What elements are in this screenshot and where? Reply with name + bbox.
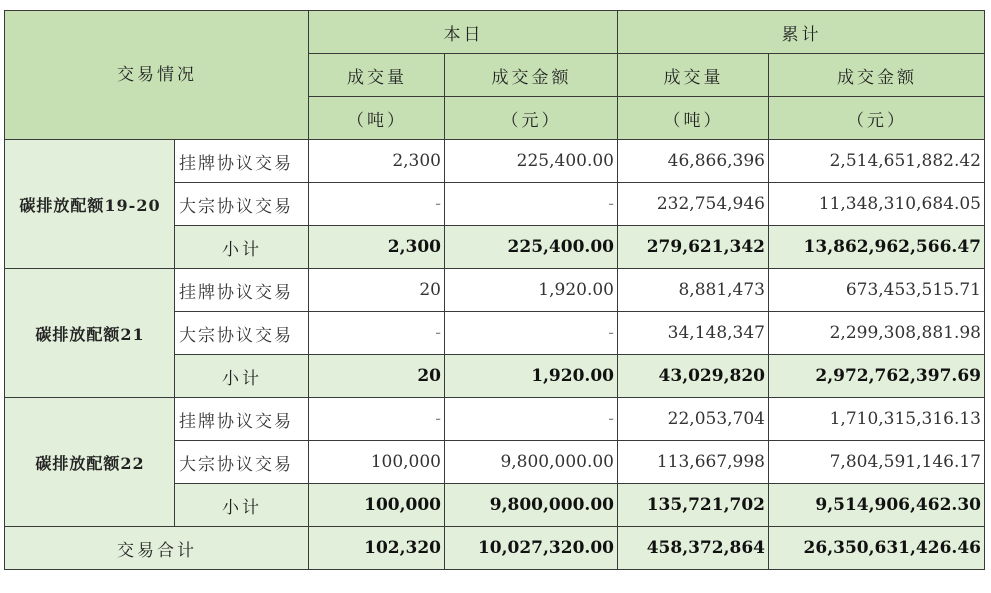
cum-amount-cell: 2,299,308,881.98 [769, 312, 985, 355]
grand-total-today-amount: 10,027,320.00 [445, 527, 618, 570]
subtotal-cum-volume: 43,029,820 [618, 355, 769, 398]
grand-total-today-volume: 102,320 [309, 527, 445, 570]
today-amount-cell: - [445, 312, 618, 355]
section-name: 碳排放配额19-20 [5, 140, 175, 269]
grand-total-label: 交易合计 [5, 527, 309, 570]
row-label: 挂牌协议交易 [175, 269, 309, 312]
subtotal-today-volume: 20 [309, 355, 445, 398]
subtotal-label: 小计 [175, 355, 309, 398]
today-amount-cell: 225,400.00 [445, 140, 618, 183]
subtotal-cum-volume: 135,721,702 [618, 484, 769, 527]
cum-volume-cell: 46,866,396 [618, 140, 769, 183]
cum-volume-cell: 232,754,946 [618, 183, 769, 226]
cum-amount-cell: 2,514,651,882.42 [769, 140, 985, 183]
today-volume-cell: 2,300 [309, 140, 445, 183]
row-label: 挂牌协议交易 [175, 140, 309, 183]
subtotal-label: 小计 [175, 226, 309, 269]
cum-volume-cell: 113,667,998 [618, 441, 769, 484]
header-trading-situation: 交易情况 [5, 11, 309, 140]
grand-total-cum-volume: 458,372,864 [618, 527, 769, 570]
row-label: 大宗协议交易 [175, 312, 309, 355]
table-row [5, 140, 985, 183]
subtotal-today-volume: 2,300 [309, 226, 445, 269]
cum-volume-cell: 22,053,704 [618, 398, 769, 441]
table-row [5, 269, 985, 312]
cum-amount-cell: 1,710,315,316.13 [769, 398, 985, 441]
row-label: 大宗协议交易 [175, 441, 309, 484]
subtotal-cum-amount: 13,862,962,566.47 [769, 226, 985, 269]
header-today-amount-unit: （元） [445, 97, 618, 140]
today-volume-cell: 20 [309, 269, 445, 312]
header-today-volume-unit: （吨） [309, 97, 445, 140]
header-row-groups [5, 11, 985, 54]
subtotal-today-amount: 1,920.00 [445, 355, 618, 398]
today-volume-cell: - [309, 398, 445, 441]
cum-volume-cell: 34,148,347 [618, 312, 769, 355]
cum-amount-cell: 7,804,591,146.17 [769, 441, 985, 484]
row-label: 挂牌协议交易 [175, 398, 309, 441]
header-group-cumulative: 累计 [618, 11, 985, 54]
header-cum-amount: 成交金额 [769, 54, 985, 97]
grand-total-row [5, 527, 985, 570]
subtotal-label: 小计 [175, 484, 309, 527]
header-cum-amount-unit: （元） [769, 97, 985, 140]
carbon-trading-table [4, 10, 985, 570]
section-name: 碳排放配额21 [5, 269, 175, 398]
row-label: 大宗协议交易 [175, 183, 309, 226]
grand-total-cum-amount: 26,350,631,426.46 [769, 527, 985, 570]
today-volume-cell: 100,000 [309, 441, 445, 484]
today-amount-cell: 9,800,000.00 [445, 441, 618, 484]
header-today-volume: 成交量 [309, 54, 445, 97]
today-volume-cell: - [309, 183, 445, 226]
table-row [5, 398, 985, 441]
cum-amount-cell: 673,453,515.71 [769, 269, 985, 312]
subtotal-cum-volume: 279,621,342 [618, 226, 769, 269]
header-group-today: 本日 [309, 11, 618, 54]
section-name: 碳排放配额22 [5, 398, 175, 527]
subtotal-today-amount: 9,800,000.00 [445, 484, 618, 527]
today-volume-cell: - [309, 312, 445, 355]
subtotal-cum-amount: 2,972,762,397.69 [769, 355, 985, 398]
today-amount-cell: 1,920.00 [445, 269, 618, 312]
subtotal-today-volume: 100,000 [309, 484, 445, 527]
subtotal-cum-amount: 9,514,906,462.30 [769, 484, 985, 527]
today-amount-cell: - [445, 398, 618, 441]
cum-amount-cell: 11,348,310,684.05 [769, 183, 985, 226]
cum-volume-cell: 8,881,473 [618, 269, 769, 312]
subtotal-today-amount: 225,400.00 [445, 226, 618, 269]
header-cum-volume: 成交量 [618, 54, 769, 97]
header-today-amount: 成交金额 [445, 54, 618, 97]
header-cum-volume-unit: （吨） [618, 97, 769, 140]
today-amount-cell: - [445, 183, 618, 226]
